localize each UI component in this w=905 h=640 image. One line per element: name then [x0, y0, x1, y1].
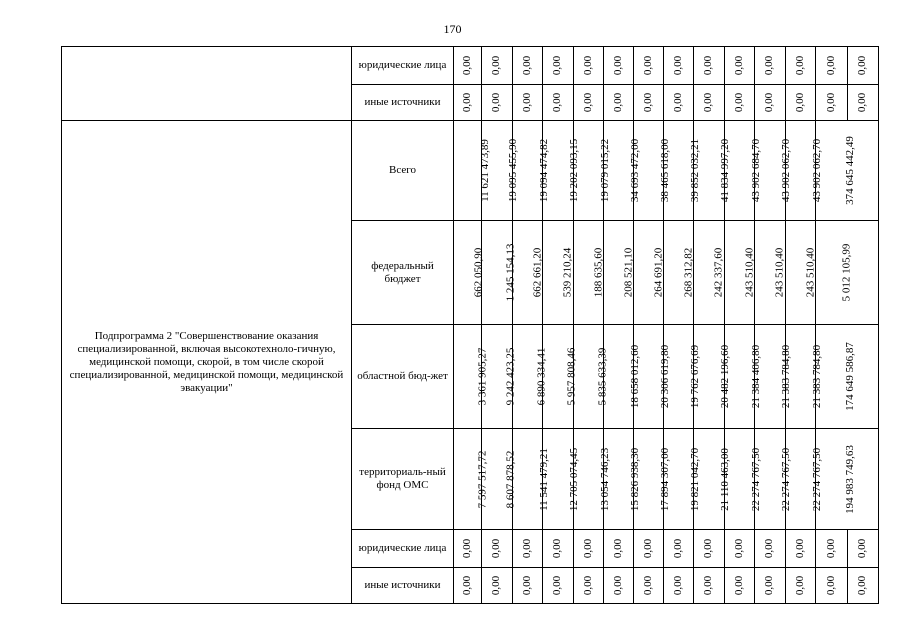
value-text: 0,00	[825, 538, 837, 559]
value-text: 0,00	[490, 92, 503, 113]
value-cell	[454, 429, 489, 530]
value-text: 0,00	[794, 92, 806, 113]
value-cell	[513, 325, 548, 429]
value-text: 43 902 684,70	[750, 138, 763, 203]
value-text: 0,00	[825, 92, 837, 113]
value-cell	[574, 85, 604, 121]
value-text: 41 834 997,20	[719, 138, 732, 203]
funding-source-label: федеральный бюджет	[371, 259, 434, 285]
value-cell	[664, 325, 702, 429]
funding-source-cell	[352, 530, 454, 568]
value-text: 13 054 746,23	[599, 447, 612, 511]
value-cell	[482, 121, 520, 221]
value-text: 19 202 093,15	[568, 138, 581, 203]
value-text: 0,00	[763, 575, 776, 596]
value-text: 0,00	[825, 55, 837, 76]
value-cell	[816, 530, 848, 568]
value-text: 21 384 406,80	[750, 344, 763, 409]
value-text: 7 597 517,72	[476, 450, 489, 508]
value-cell	[513, 47, 543, 85]
value-text: 0,00	[582, 55, 594, 76]
value-text: 188 635,60	[592, 247, 605, 298]
value-cell	[513, 121, 551, 221]
value-cell	[786, 47, 816, 85]
value-text: 0,00	[612, 55, 624, 76]
value-text: 0,00	[642, 538, 654, 559]
value-text: 21 110 463,00	[718, 447, 731, 511]
value-text: 38 465 618,00	[659, 138, 672, 203]
value-cell	[725, 429, 763, 530]
value-cell	[634, 221, 664, 325]
value-cell	[543, 47, 574, 85]
value-cell	[848, 85, 879, 121]
funding-source-cell	[352, 325, 454, 429]
value-text: 39 852 032,21	[689, 138, 702, 203]
value-cell	[786, 325, 824, 429]
value-cell	[786, 429, 824, 530]
value-cell	[574, 568, 604, 604]
value-text: 34 693 472,00	[629, 138, 642, 203]
value-cell	[634, 568, 664, 604]
value-cell	[454, 568, 482, 604]
value-text: 0,00	[521, 55, 533, 76]
value-cell	[725, 530, 755, 568]
value-cell	[513, 85, 543, 121]
value-text: 0,00	[856, 92, 869, 113]
value-cell	[482, 85, 513, 121]
value-text: 0,00	[856, 575, 869, 596]
value-text: 0,00	[612, 538, 624, 559]
value-cell	[634, 121, 672, 221]
value-text: 242 337,60	[712, 247, 725, 298]
value-cell	[694, 530, 725, 568]
funding-source-cell	[352, 85, 454, 121]
value-cell	[454, 221, 485, 325]
value-cell	[816, 325, 879, 429]
value-cell	[513, 221, 543, 325]
value-text: 0,00	[582, 538, 594, 559]
value-text: 5 012 105,99	[840, 243, 853, 302]
value-text: 0,00	[461, 575, 473, 596]
value-cell	[725, 121, 763, 221]
value-cell	[664, 568, 694, 604]
value-text: 0,00	[521, 92, 533, 113]
value-cell	[574, 121, 612, 221]
value-cell	[604, 429, 642, 530]
value-text: 0,00	[794, 55, 806, 76]
value-text: 8 607 878,52	[504, 450, 517, 508]
value-cell	[482, 325, 517, 429]
value-text: 18 658 012,60	[629, 344, 642, 409]
value-text: 11 541 479,21	[537, 447, 550, 511]
value-cell	[694, 325, 732, 429]
value-text: 21 383 784,80	[780, 344, 793, 409]
value-text: 0,00	[551, 92, 564, 113]
value-cell	[574, 221, 604, 325]
value-text: 20 482 196,60	[719, 344, 732, 409]
value-cell	[543, 568, 574, 604]
funding-source-label: юридические лица	[358, 542, 447, 554]
value-cell	[725, 221, 755, 325]
value-cell	[604, 85, 634, 121]
value-cell	[543, 429, 581, 530]
value-text: 1 245 154,13	[504, 243, 517, 302]
value-cell	[755, 221, 786, 325]
value-text: 0,00	[733, 538, 745, 559]
value-text: 22 274 767,50	[750, 447, 763, 511]
value-cell	[755, 47, 786, 85]
value-text: 0,00	[733, 575, 745, 596]
value-text: 0,00	[794, 575, 806, 596]
value-cell	[848, 568, 879, 604]
value-cell	[454, 47, 482, 85]
value-cell	[786, 221, 816, 325]
value-text: 662 050,90	[472, 247, 485, 298]
value-cell	[482, 221, 517, 325]
value-cell	[543, 85, 574, 121]
value-cell	[604, 568, 634, 604]
value-text: 243 510,40	[743, 247, 756, 298]
value-cell	[634, 47, 664, 85]
value-cell	[543, 325, 578, 429]
value-text: 208 521,10	[622, 247, 635, 298]
value-cell	[454, 121, 491, 221]
value-text: 17 894 307,00	[659, 447, 672, 511]
value-cell	[694, 221, 725, 325]
value-cell	[816, 121, 879, 221]
value-text: 243 510,40	[773, 247, 786, 298]
value-text: 22 274 767,50	[811, 447, 824, 511]
value-text: 194 983 749,63	[843, 444, 856, 514]
value-text: 0,00	[642, 92, 654, 113]
value-text: 0,00	[612, 575, 624, 596]
value-text: 0,00	[551, 55, 564, 76]
value-cell	[664, 47, 694, 85]
value-text: 0,00	[582, 92, 594, 113]
value-cell	[755, 85, 786, 121]
value-cell	[816, 221, 879, 325]
value-text: 6 890 334,41	[535, 347, 548, 406]
value-text: 5 957 808,46	[565, 347, 578, 406]
value-cell	[786, 85, 816, 121]
value-text: 22 274 767,50	[780, 447, 793, 511]
value-text: 0,00	[763, 538, 776, 559]
value-text: 0,00	[825, 575, 837, 596]
program-title: Подпрограмма 2 "Совершенствование оказания специализированной, включая высокотехноло-гичную, медицинской помощи, скорой, в том числе скорой специализированной, медицинской помощи, медицинской эвакуации"	[69, 329, 344, 394]
value-cell	[543, 530, 574, 568]
value-cell	[604, 121, 642, 221]
funding-source-label: юридические лица	[358, 59, 447, 71]
value-cell	[664, 85, 694, 121]
value-cell	[816, 85, 848, 121]
value-text: 0,00	[551, 575, 564, 596]
empty-program-cell	[62, 47, 352, 121]
value-cell	[848, 47, 879, 85]
value-cell	[816, 47, 848, 85]
value-text: 0,00	[856, 538, 869, 559]
budget-table	[61, 46, 879, 604]
value-text: 0,00	[461, 92, 473, 113]
value-cell	[725, 85, 755, 121]
value-text: 0,00	[521, 538, 533, 559]
value-text: 662 661,20	[531, 247, 544, 298]
value-cell	[694, 568, 725, 604]
value-cell	[604, 47, 634, 85]
value-text: 19 762 676,69	[689, 344, 702, 409]
value-cell	[755, 325, 793, 429]
value-cell	[634, 429, 672, 530]
funding-source-cell	[352, 429, 454, 530]
value-cell	[482, 530, 513, 568]
value-text: 243 510,40	[804, 247, 817, 298]
funding-source-label: иные источники	[364, 579, 441, 591]
value-cell	[816, 568, 848, 604]
value-text: 12 705 074,45	[568, 447, 581, 511]
value-text: 0,00	[490, 538, 503, 559]
funding-source-cell	[352, 47, 454, 85]
value-cell	[543, 221, 574, 325]
value-cell	[513, 429, 550, 530]
value-text: 539 210,24	[561, 247, 574, 298]
value-cell	[634, 85, 664, 121]
value-cell	[454, 530, 482, 568]
value-cell	[604, 530, 634, 568]
value-text: 9 242 423,25	[504, 347, 517, 406]
value-text: 0,00	[672, 92, 684, 113]
value-text: 0,00	[642, 55, 654, 76]
value-cell	[634, 530, 664, 568]
value-cell	[786, 530, 816, 568]
value-text: 20 306 619,80	[659, 344, 672, 409]
value-cell	[694, 429, 731, 530]
value-text: 174 649 586,87	[843, 342, 856, 411]
value-text: 374 645 442,49	[843, 136, 856, 205]
value-cell	[694, 47, 725, 85]
value-text: 21 383 784,80	[811, 344, 824, 409]
value-text: 19 094 474,82	[538, 138, 551, 203]
value-text: 0,00	[521, 575, 533, 596]
value-text: 0,00	[733, 55, 745, 76]
value-text: 0,00	[612, 92, 624, 113]
value-text: 19 079 015,22	[599, 138, 612, 203]
value-text: 0,00	[702, 538, 715, 559]
value-text: 0,00	[763, 92, 776, 113]
value-cell	[694, 121, 732, 221]
value-text: 0,00	[551, 538, 564, 559]
funding-source-label: иные источники	[364, 96, 441, 108]
value-text: 0,00	[702, 92, 715, 113]
funding-source-cell	[352, 568, 454, 604]
value-text: 264 691,20	[652, 247, 665, 298]
value-cell	[755, 568, 786, 604]
value-text: 0,00	[461, 538, 473, 559]
value-text: 19 095 455,90	[507, 138, 520, 203]
value-cell	[604, 325, 642, 429]
value-cell	[513, 568, 543, 604]
value-cell	[574, 47, 604, 85]
value-text: 0,00	[702, 55, 715, 76]
value-text: 0,00	[702, 575, 715, 596]
value-text: 15 826 938,30	[629, 447, 642, 511]
value-cell	[725, 47, 755, 85]
value-cell	[664, 121, 702, 221]
value-cell	[664, 530, 694, 568]
value-text: 0,00	[672, 575, 684, 596]
value-cell	[574, 325, 609, 429]
value-cell	[482, 429, 517, 530]
value-cell	[725, 325, 763, 429]
value-cell	[482, 568, 513, 604]
funding-source-label: областной бюд-жет	[357, 370, 448, 382]
value-text: 43 902 062,70	[780, 138, 793, 203]
value-cell	[454, 85, 482, 121]
funding-source-cell	[352, 121, 454, 221]
value-text: 0,00	[582, 575, 594, 596]
value-cell	[694, 85, 725, 121]
value-text: 5 835 633,39	[596, 347, 609, 406]
funding-source-cell	[352, 221, 454, 325]
value-text: 0,00	[642, 575, 654, 596]
program-title-cell	[62, 121, 352, 604]
value-cell	[664, 221, 694, 325]
value-cell	[574, 429, 612, 530]
value-text: 0,00	[733, 92, 745, 113]
value-cell	[454, 325, 489, 429]
value-text: 0,00	[763, 55, 776, 76]
page-number: 170	[443, 22, 462, 36]
table-row	[62, 121, 879, 221]
value-cell	[513, 530, 543, 568]
value-text: 0,00	[672, 55, 684, 76]
value-text: 0,00	[672, 538, 684, 559]
value-cell	[786, 121, 824, 221]
funding-source-label: территориаль-ный фонд ОМС	[359, 466, 446, 491]
value-text: 0,00	[490, 575, 503, 596]
value-text: 0,00	[461, 55, 473, 76]
value-text: 268 312,82	[682, 247, 695, 298]
value-cell	[755, 530, 786, 568]
value-cell	[634, 325, 672, 429]
value-text: 0,00	[490, 55, 503, 76]
value-cell	[543, 121, 581, 221]
table-row	[62, 47, 879, 85]
value-cell	[816, 429, 879, 530]
value-cell	[848, 530, 879, 568]
value-text: 0,00	[794, 538, 806, 559]
value-cell	[786, 568, 816, 604]
value-text: 11 621 473,89	[478, 139, 491, 202]
value-cell	[755, 429, 793, 530]
value-cell	[574, 530, 604, 568]
value-text: 3 361 905,27	[476, 347, 489, 406]
value-cell	[755, 121, 793, 221]
value-cell	[664, 429, 702, 530]
value-cell	[725, 568, 755, 604]
value-cell	[604, 221, 634, 325]
funding-source-label: Всего	[389, 164, 416, 176]
value-text: 0,00	[856, 55, 869, 76]
value-text: 43 902 062,70	[811, 138, 824, 203]
value-text: 19 821 042,70	[689, 447, 702, 511]
value-cell	[482, 47, 513, 85]
